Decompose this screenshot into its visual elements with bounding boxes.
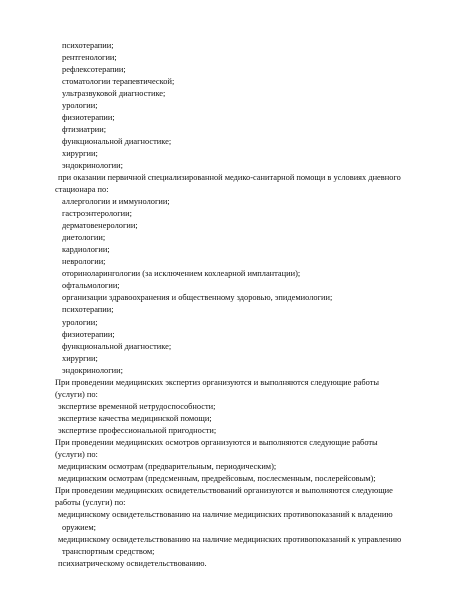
document-line: экспертизе качества медицинской помощи; — [58, 413, 212, 423]
document-line: медицинским осмотрам (предсменным, предрейсовым, послесменным, послерейсовым); — [58, 474, 376, 484]
document-line: урологии; — [62, 101, 98, 111]
document-line: эндокринологии; — [62, 365, 123, 375]
document-line: медицинскому освидетельствованию на наличие медицинских противопоказаний к управлению — [58, 534, 402, 544]
document-line: функциональной диагностике; — [62, 136, 172, 146]
document-line: транспортным средством; — [62, 546, 155, 556]
document-line: При проведении медицинских освидетельствований организуются и выполняются следующие — [55, 486, 393, 496]
document-line: гастроэнтерологии; — [62, 208, 132, 218]
document-line: организации здравоохранения и общественному здоровью, эпидемиологии; — [62, 293, 333, 303]
document-line: (услуги) по: — [55, 389, 98, 399]
document-line: рефлексотерапии; — [62, 65, 126, 75]
document-line: психотерапии; — [62, 41, 114, 50]
document-line: функциональной диагностике; — [62, 341, 172, 351]
document-line: урологии; — [62, 317, 98, 327]
document-line: при оказании первичной специализированной медико-санитарной помощи в условиях дневного — [58, 172, 401, 182]
document-line: кардиологии; — [62, 245, 110, 255]
document-line: диетологии; — [62, 233, 106, 243]
document-line: экспертизе профессиональной пригодности; — [58, 426, 217, 436]
document-line: физиотерапии; — [62, 329, 115, 339]
document-line: оториноларингологии (за исключением кохлеарной имплантации); — [62, 269, 301, 279]
document-line: дерматовенерологии; — [62, 221, 138, 231]
document-line: стоматологии терапевтической; — [62, 77, 175, 87]
document-line: стационара по: — [55, 184, 109, 194]
document-line: хирургии; — [62, 353, 98, 363]
document-line: эндокринологии; — [62, 160, 123, 170]
document-line: хирургии; — [62, 148, 98, 158]
document-line: психиатрическому освидетельствованию. — [58, 558, 207, 568]
document-line: офтальмологии; — [62, 281, 120, 291]
document-line: медицинским осмотрам (предварительным, периодическим); — [58, 462, 277, 472]
document-line: экспертизе временной нетрудоспособности; — [58, 401, 216, 411]
document-line: медицинскому освидетельствованию на наличие медицинских противопоказаний к владению — [58, 510, 393, 520]
document-line: физиотерапии; — [62, 113, 115, 123]
document-line: работы (услуги) по: — [55, 498, 126, 508]
document-line: При проведении медицинских экспертиз организуются и выполняются следующие работы — [55, 377, 379, 387]
document-line: фтизиатрии; — [62, 124, 107, 134]
document-line: (услуги) по: — [55, 450, 98, 460]
document-line: рентгенологии; — [62, 53, 117, 63]
document-line: При проведении медицинских осмотров организуются и выполняются следующие работы — [55, 438, 378, 448]
document-line: аллергологии и иммунологии; — [62, 196, 170, 206]
document-line: ультразвуковой диагностике; — [62, 89, 166, 99]
document-line: психотерапии; — [62, 305, 114, 315]
document-line: неврологии; — [62, 257, 106, 267]
document-line: оружием; — [62, 522, 96, 532]
